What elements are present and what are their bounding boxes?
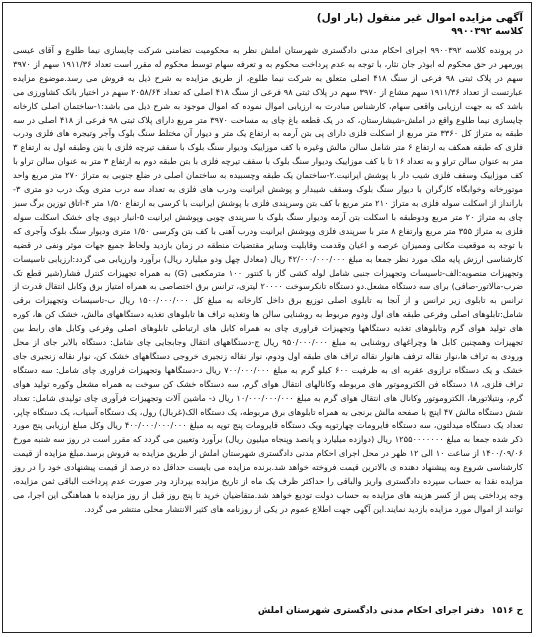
auction-notice xyxy=(13,11,523,517)
notice-class-number: کلاسه ۹۹۰۰۳۹۲ xyxy=(451,26,523,37)
notice-body: در پرونده کلاسه ۹۹۰۰۳۹۲ اجرای احکام مدنی دادگستری شهرستان املش نظر به محکومیت تضامنی شرکت چایسازی نیما طلوع و آقای عیسی پورمهر در حق محکوم له ابوذر جان نثار، با توجه به عدم پرداخت محکوم به و تعرفه سهام توسط محکوم له مقرر است تعداد ۱۹۱۱/۳۶ سهم از ۳۹۷۰ سهم در پلاک ثبتی ۹۸ فرعی از سنگ ۴۱۸ اصلی متعلق به شرکت نیما طلوع، از طریق مزایده به شرح ذیل به فروش می رسد.موضوع مزایده عبارتست از تعداد ۱۹۱۱/۳۶ سهم مشاع از ۳۹۷۰ سهم در پلاک ثبتی ۹۸ فرعی از سنگ ۴۱۸ اصلی که تعداد ۲۰۵۸/۶۴ سهم در اختیار بانک کشاورزی می باشد که به جهت ارزیابی واقعی سهام، کارشناس مبادرت به ارزیابی اموال نموده که اموال موجود به شرح ذیل می باشد:۱-ساختمان اصلی کارخانه چایسازی نیما طلوع واقع در املش-شیشارستان، که در یک قطعه باغ چای به مساحت ۳۹۷۰ متر مربع دارای پلاک ثبتی ۹۸ فرعی از ۴۱۸ اصلی در سه طبقه به متراژ کل ۳۳۶۰ متر مربع از اسکلت فلزی دارای پی بتن آرمه به ارتفاع یک متر و دیوار آن مختلط سنگ بلوک وآجر وتیجره های فلزی ودرب فلزی که طبقه همکف به ارتفاع ۶ متر شامل سالن مالش وغیره با کف موزاییک ودیوار سنگ بلوک با سقف تیرچه فلزی با بتن وطبقه اول به ارتفاع ۳ متر به عنوان سالن تراو و به تعداد ۱۶ تا با کف موزاییک ودیوار سنگ بلوک با سقف تیرچه فلزی با بتن طبقه دوم به ارتفاع ۳ متر به عنوان سالن تراو با کف موزاییک وسقف فلزی شیب دار با پوشش ایرانیت.۲-ساختمان یک طبقه وچسبیده به ساختمان اصلی در ضلع جنوبی به متراژ ۲۷۰ متر مربع واحد موتورخانه وخوابگاه کارگران با دیوار سنگ بلوک وسقف شیبدار و پوشش ایرانیت ودرب های فلزی به تعداد سه درب متری ویک درب دو متری ۳-بارانداز از اسکلت سوله فلزی به متراژ ۲۱۰ متر مربع با کف بتن وسرپندی فلزی با پوشش ایرانیت با کرسی به ارتفاع ۱/۵۰ متر ۴-اتاق توزین برگ سبز چای به متراژ ۲۰ متر مربع ودوطبقه با اسکلت بتن آرمه ودیوار سنگ بلوک با سرپندی چوبی وپوشش ایرانیت ۵-انبار دپوی چای خشک اسکلت سوله فلزی به متراژ ۳۵۵ متر مربع وارتفاع ۸ متر با سرپندی فلزی وپوشش ایرانیت ودرب آهنی با کف بتن وکرسی ۱/۵۰ متری ودیوار سنگ بلوک وآجری که با توجه به موقعیت مکانی وممیزان عرصه و اعیان وقدمت وقابلیت وسایر مقتضیات منطقه در زمان بازدید ولحاظ جمیع جهات موثر ونفی در قضیه کارشناسی ارزش پایه ملک مورد نظر جمعا به مبلغ ۴۲/۰۰۰/۰۰۰/۰۰۰ ریال (معادل چهل ودو میلیارد ریال) برآورد وارزیابی می گردد:ارزیابی تاسیسات وتجهیزات منصوبه:الف-تاسیسات وتجهیزات جنبی شامل لوله کشی گاز با کنتور ۱۰۰ مترمکعبی (G) به همراه تجهیزات کنترل فشار(شیر قطع تک ضرب-مالاتور-صافی) برای سه دستگاه مشعل.دو دستگاه تانکرسوخت ۲۰۰۰۰ لیتری، ترانس برق اختصاصی به همراه امتیاز برق وکابل انتقال قدرت از ترانس به تابلوی زیر ترانس و از آنجا به تابلوی اصلی توزیع برق داخل کارخانه به مبلغ کل ۱۵۰۰/۰۰۰/۰۰۰ ریال ب-تاسیسات وتجهیزات برقی شامل:تابلوهای اصلی وفرعی طبقه های اول ودوم مربوط به روشنایی سالن ها وتغذیه تراف ها تابلوهای تغذیه دستگاههای مالش، خشک کن ها، کوره های تولید هوای گرم وتابلوهای تغذیه دستگاهها وتجهیزات فراوری چای به همراه کابل های ارتباطی تابلوهای اصلی وفرعی وکابل های رابط بین تجهیزات وهمچنین کابل ها وچراغهای روشنایی به مبلغ ۹۵۰/۰۰۰/۰۰۰ ریال ج-دستگاههای انتقال وجابجایی چای شامل: دستگاه بالابر جای از محل ورودی به تراف ها،نوار نقاله ترفف هانوار نقاله تراف های طبقه اول ودوم، نوار نقاله زنجیری خروجی دستگاههای خشک کن، نوار نقاله زنجیری جای خشک و یک دستگاه ترازوی عقربه ای به ظرفیت ۶۰۰ کیلو گرم به مبلغ ۷۰۰/۰۰۰/۰۰۰ ریال د-دستگاهها وتجهیزات فراوری چای شامل: سه دستگاه تراف فلزی، ۱۸ دستگاه فن الکتروموتور های مربوطه وکانالهای انتقال هوای گرم، سه دستگاه خشک کن سوخت به همراه مشعل وکوره تولید هوای گرم، ونتیلاتورها، الکتروموتور وکانال های انتقال هوای گرم به مبلغ ۱۰/۰۰۰/۰۰۰/۰۰۰ ریال ذ- ماشین آلات وتجهیزات فرآوری چای تولیدی شامل: تعداد شش دستگاه مالش ۴۷ اینچ با صفحه مالش برنجی به همراه تابلوهای برق مربوطه، یک دستگاه الک(غربال) رول، یک دستگاه آسیاب، یک دستگاه چاپر، تعداد یک دستگاه میدلتون، سه دستگاه فایرومات چهارتوپه ویک دستگاه فایرومات پنج توپه به مبلغ ۴۰۰/۰۰۰/۰۰۰/۰۰۰ ریال وکل مبلغ ارزیابی پنج مورد ذکر شده جمعا به مبلغ ۱۲۵۵۰۰۰۰۰۰۰ ریال (دوازده میلیارد و پانصد وپنجاه میلیون ریال) برآورد وتعیین می گردد که مقرر است در روز سه شنبه مورخ ۱۴۰۰/۰۹/۰۶ از ساعت ۱۰ الی ۱۲ ظهر در محل اجرای احکام مدنی دادگستری شهرستان املش از طریق مزایده به فروش برسد.مبلغ مزایده از قیمت کارشناسی شروع وبه پیشنهاد دهنده ی بالاترین قیمت فروخته خواهد شد.برنده مزایده می بایست حداقل ده درصد از قیمت پیشنهادی خود را در روز مزایده نقدا به حساب سپرده دادگستری واریز والباقی را حداکثر ظرف یک ماه از تاریخ مزایده بپردازد ودر صورت عدم پرداخت الباقی ثمن مزایده، وجه پرداختی پس از کسر هزینه های مزایده به حساب دولت تودیع خواهد شد.متقاضیان خرید تا پنج روز قبل از روز مزایده با هماهنگی این اجرا، می توانند از اموال مورد مزایده بازدید نمایند.این آگهی جهت اطلاع عموم در یکی از روزنامه های کثیر الانتشار محلی منتشر می گردد. xyxy=(13,45,524,514)
notice-footer xyxy=(13,604,523,618)
notice-code: ح ۱۵۱۶ xyxy=(491,606,523,616)
notice-title: آگهی مزایده اموال غیر منقول (بار اول) xyxy=(316,12,523,24)
notice-issuer: دفتر اجرای احکام مدنی دادگستری شهرستان املش xyxy=(257,606,485,616)
notice-frame xyxy=(2,2,532,633)
